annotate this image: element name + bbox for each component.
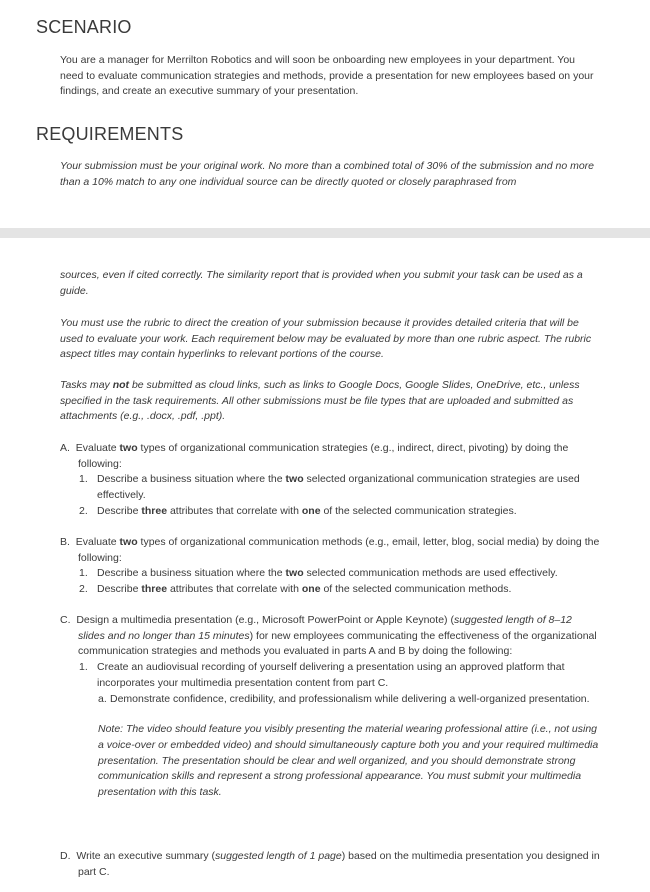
requirement-d-text: D. Write an executive summary (suggested length of 1 page) based on the multimedia presentation you designed in part C.	[60, 850, 600, 878]
page-1	[0, 0, 650, 228]
requirement-c-label: C.	[60, 614, 71, 626]
requirement-a1: 1. Describe a business situation where the two selected organizational communication strategies are used effectively.	[79, 473, 580, 502]
requirements-intro-part1: Your submission must be your original work. No more than a combined total of 30% of the submission and no more than a 10% match to any one individual source can be directly quoted or closely paraphrased from	[60, 160, 595, 188]
page-2	[0, 238, 650, 892]
requirement-b2: 2. Describe three attributes that correlate with one of the selected communication methods.	[79, 583, 512, 596]
page-separator	[0, 228, 650, 238]
links-post: be submitted as cloud links, such as links to Google Docs, Google Slides, OneDrive, etc., unless specified in the task requirements. All other submissions must be file types that are uploaded and submitted as attachments (e.g., .docx, .pdf, .ppt).	[60, 379, 580, 423]
requirement-a2: 2. Describe three attributes that correlate with one of the selected communication strategies.	[79, 504, 517, 517]
rubric-paragraph: You must use the rubric to direct the creation of your submission because it provides detailed criteria that will be used to evaluate your work. Each requirement below may be evaluated by more than one rubric aspect. The rubric aspect titles may contain hyperlinks to relevant portions of the course.	[60, 317, 592, 361]
requirements-heading: REQUIREMENTS	[36, 124, 184, 144]
scenario-heading: SCENARIO	[36, 17, 132, 37]
links-bold: not	[112, 379, 130, 391]
requirement-a	[60, 441, 600, 520]
requirements-intro-part2: sources, even if cited correctly. The similarity report that is provided when you submit your task can be used as a guide.	[60, 269, 583, 297]
requirement-c-note: Note: The video should feature you visibly presenting the material wearing professional attire (i.e., not using a voice-over or embedded video) and should simultaneously capture both you and your required multimedia presentation. The presentation should be clear and well organized, and you should demonstrate strong communication skills and represent a strong professional appearance. You must submit your multimedia presentation with this task.	[98, 723, 599, 799]
requirement-b-label: B.	[60, 536, 70, 548]
requirement-b1: 1. Describe a business situation where the two selected communication methods are used effectively.	[79, 567, 558, 580]
requirement-a-text: A. Evaluate two types of organizational communication strategies (e.g., indirect, direct, pivoting) by doing the following:	[60, 442, 569, 470]
requirement-c-text: C. Design a multimedia presentation (e.g., Microsoft PowerPoint or Apple Keynote) (suggested length of 8–12 slides and no longer than 15 minutes) for new employees communicating the effectiveness of the organizational communication strategies and methods you evaluated in parts A and B by doing the following:	[60, 614, 597, 658]
requirement-b	[60, 535, 600, 598]
requirement-c1: 1. Create an audiovisual recording of yourself delivering a presentation using an approved platform that incorporates your multimedia presentation content from part C.	[79, 661, 565, 689]
requirement-a-label: A.	[60, 442, 70, 454]
cloud-links-paragraph	[60, 378, 595, 425]
links-pre: Tasks may	[60, 379, 113, 391]
requirement-c1a: a. Demonstrate confidence, credibility, and professionalism while delivering a well-organized presentation.	[98, 692, 590, 705]
requirement-d-label: D.	[60, 850, 71, 862]
requirement-c	[60, 613, 600, 801]
scenario-text: You are a manager for Merrilton Robotics and will soon be onboarding new employees in your department. You need to evaluate communication strategies and methods, provide a presentation for new employees based on your findings, and create an executive summary of your presentation.	[60, 54, 594, 98]
requirement-b-text: B. Evaluate two types of organizational communication methods (e.g., email, letter, blog, social media) by doing the following:	[60, 536, 600, 564]
requirement-d	[60, 849, 600, 880]
